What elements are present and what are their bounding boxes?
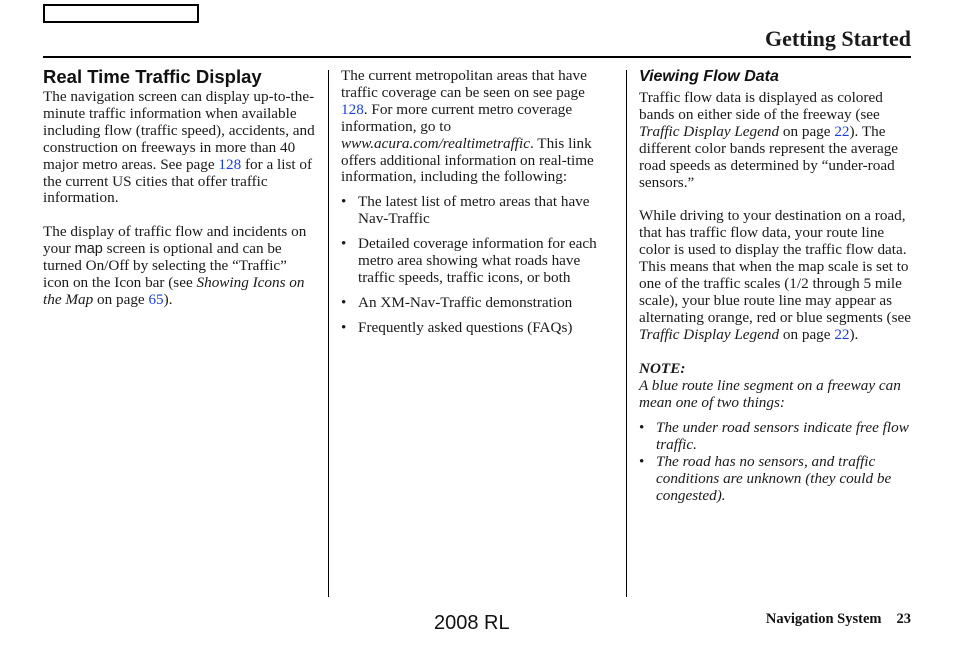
text: While driving to your destination on a road, that has traffic flow data, your route line color is used to display the traffic flow data. This means that when the map scale is set to one of the traffic scales (1/2 through 5 mile scale), your blue route line may appear as alternating orange, red or blue segments (see — [639, 207, 912, 326]
page-number: 23 — [896, 611, 911, 627]
note-text: A blue route line segment on a freeway can mean one of two things: — [639, 376, 901, 411]
paragraph — [43, 89, 315, 207]
text: The current metropolitan areas that have traffic coverage can be seen on see page — [341, 67, 587, 101]
page-link[interactable]: 65 — [148, 290, 164, 308]
list-item: • The latest list of metro areas that have Nav-Traffic — [341, 194, 613, 228]
map-term: map — [74, 241, 103, 258]
column-2 — [341, 68, 613, 345]
text: on page — [779, 325, 835, 343]
list-item: • The under road sensors indicate free flow traffic. — [639, 420, 911, 454]
text: The navigation screen can display up-to-the-minute traffic information when available including flow (traffic speed), accidents, and construction on freeways in more than 40 major metro areas. See page — [43, 88, 315, 173]
column-divider-1 — [328, 70, 329, 597]
list-item: • An XM-Nav-Traffic demonstration — [341, 295, 613, 312]
column-divider-2 — [626, 70, 627, 597]
column-1 — [43, 66, 315, 309]
paragraph — [639, 90, 911, 191]
subheading-viewing-flow-data: Viewing Flow Data — [639, 68, 779, 85]
list-item: • Frequently asked questions (FAQs) — [341, 320, 613, 337]
page-link[interactable]: 22 — [834, 325, 850, 343]
italic-reference: Traffic Display Legend — [639, 325, 780, 343]
paragraph — [43, 224, 315, 309]
list-item: • The road has no sensors, and traffic conditions are unknown (they could be congested). — [639, 454, 911, 505]
footer-page-info — [766, 611, 911, 628]
text: screen is optional and can be turned On/Off by selecting the “Traffic” icon on the Icon bar (see — [43, 240, 287, 292]
header-rule — [43, 56, 911, 58]
note-list — [639, 420, 911, 505]
page-link[interactable]: 128 — [218, 155, 242, 173]
text: The display of traffic flow and incidents on your — [43, 223, 307, 258]
italic-reference: Showing Icons on the Map — [43, 274, 305, 308]
text: . This link offers additional information on real-time information, including the following: — [341, 134, 594, 186]
paragraph — [639, 208, 911, 343]
url-text: www.acura.com/realtimetraffic — [341, 134, 530, 152]
feature-list — [341, 194, 613, 336]
footer-model: 2008 RL — [434, 612, 510, 634]
heading-real-time-traffic: Real Time Traffic Display — [43, 66, 262, 87]
text: ). The different color bands represent the average road speeds as determined by “under-road sensors.” — [639, 122, 899, 191]
footer-system: Navigation System — [765, 611, 882, 627]
text: Traffic flow data is displayed as colored bands on either side of the freeway (see — [639, 89, 883, 123]
text: ). — [163, 290, 173, 308]
text: on page — [93, 290, 149, 308]
text: for a list of the current US cities that offer traffic information. — [43, 155, 313, 207]
header-box — [43, 4, 199, 23]
paragraph — [341, 68, 613, 186]
section-title: Getting Started — [764, 26, 911, 51]
italic-reference: Traffic Display Legend — [639, 122, 780, 140]
text: on page — [779, 122, 835, 140]
note-title: NOTE: — [639, 359, 686, 377]
list-item: • Detailed coverage information for each metro area showing what roads have traffic speeds, traffic icons, or both — [341, 236, 613, 287]
text: ). — [849, 325, 859, 343]
text: . For more current metro coverage information, go to — [341, 100, 573, 135]
column-3 — [639, 66, 911, 505]
page-link[interactable]: 128 — [341, 100, 364, 118]
page-link[interactable]: 22 — [834, 122, 850, 140]
